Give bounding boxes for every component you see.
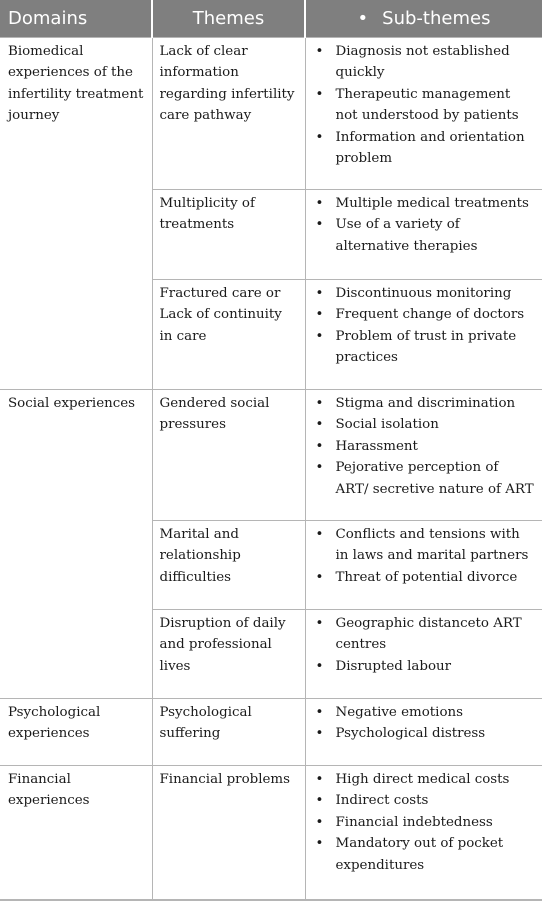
subtheme-item: • Mandatory out of pocket expenditures <box>314 833 535 876</box>
subtheme-item: • Diagnosis not established quickly <box>314 41 535 84</box>
header-row <box>0 0 542 37</box>
theme-cell: Multiplicity of treatments <box>152 189 305 279</box>
subthemes-cell <box>305 279 542 389</box>
subtheme-item: • Therapeutic management not understood by patients <box>314 84 535 127</box>
subtheme-list <box>314 524 535 589</box>
themes-header: Themes <box>152 0 305 37</box>
domains-header: Domains <box>0 0 152 37</box>
domain-cell: Financial experiences <box>0 765 152 900</box>
subthemes-cell <box>305 37 542 189</box>
theme-cell: Marital and relationship difficulties <box>152 520 305 609</box>
theme-cell: Psychological suffering <box>152 698 305 765</box>
subtheme-item: • High direct medical costs <box>314 769 535 791</box>
subtheme-list <box>314 393 535 501</box>
subthemes-cell <box>305 765 542 900</box>
subtheme-list <box>314 613 535 678</box>
subthemes-header <box>305 0 542 37</box>
subtheme-list <box>314 702 535 745</box>
theme-cell: Financial problems <box>152 765 305 900</box>
subtheme-item: • Information and orientation problem <box>314 127 535 170</box>
subtheme-list <box>314 41 535 170</box>
subtheme-item: • Financial indebtedness <box>314 812 535 834</box>
subtheme-item: • Psychological distress <box>314 723 535 745</box>
subtheme-item: • Geographic distanceto ART centres <box>314 613 535 656</box>
theme-cell: Gendered social pressures <box>152 389 305 520</box>
subtheme-item: • Negative emotions <box>314 702 535 724</box>
theme-cell: Lack of clear information regarding infertility care pathway <box>152 37 305 189</box>
subtheme-item: • Disrupted labour <box>314 656 535 678</box>
theme-cell: Fractured care or Lack of continuity in care <box>152 279 305 389</box>
subtheme-item: • Stigma and discrimination <box>314 393 535 415</box>
subtheme-item: • Pejorative perception of ART/ secretive nature of ART <box>314 457 535 500</box>
table-row <box>0 698 542 765</box>
subthemes-cell <box>305 609 542 698</box>
theme-cell: Disruption of daily and professional lives <box>152 609 305 698</box>
subtheme-item: • Multiple medical treatments <box>314 193 535 215</box>
subthemes-cell <box>305 520 542 609</box>
subtheme-list <box>314 193 535 258</box>
domain-cell: Biomedical experiences of the infertility treatment journey <box>0 37 152 389</box>
subthemes-cell <box>305 698 542 765</box>
subthemes-cell <box>305 389 542 520</box>
subtheme-item: • Use of a variety of alternative therapies <box>314 214 535 257</box>
subtheme-list <box>314 283 535 369</box>
table-row <box>0 765 542 900</box>
subtheme-item: • Threat of potential divorce <box>314 567 535 589</box>
bullet-glyph: • <box>357 7 369 29</box>
domain-cell: Psychological experiences <box>0 698 152 765</box>
subtheme-item: • Problem of trust in private practices <box>314 326 535 369</box>
subtheme-item: • Harassment <box>314 436 535 458</box>
table-row <box>0 37 542 189</box>
domain-cell: Social experiences <box>0 389 152 698</box>
subtheme-list <box>314 769 535 877</box>
subtheme-item: • Social isolation <box>314 414 535 436</box>
table-row <box>0 389 542 520</box>
subtheme-item: • Discontinuous monitoring <box>314 283 535 305</box>
subtheme-item: • Conflicts and tensions with in laws and marital partners <box>314 524 535 567</box>
subthemes-header-label: Sub-themes <box>382 7 491 29</box>
subthemes-cell <box>305 189 542 279</box>
subtheme-item: • Frequent change of doctors <box>314 304 535 326</box>
subtheme-item: • Indirect costs <box>314 790 535 812</box>
